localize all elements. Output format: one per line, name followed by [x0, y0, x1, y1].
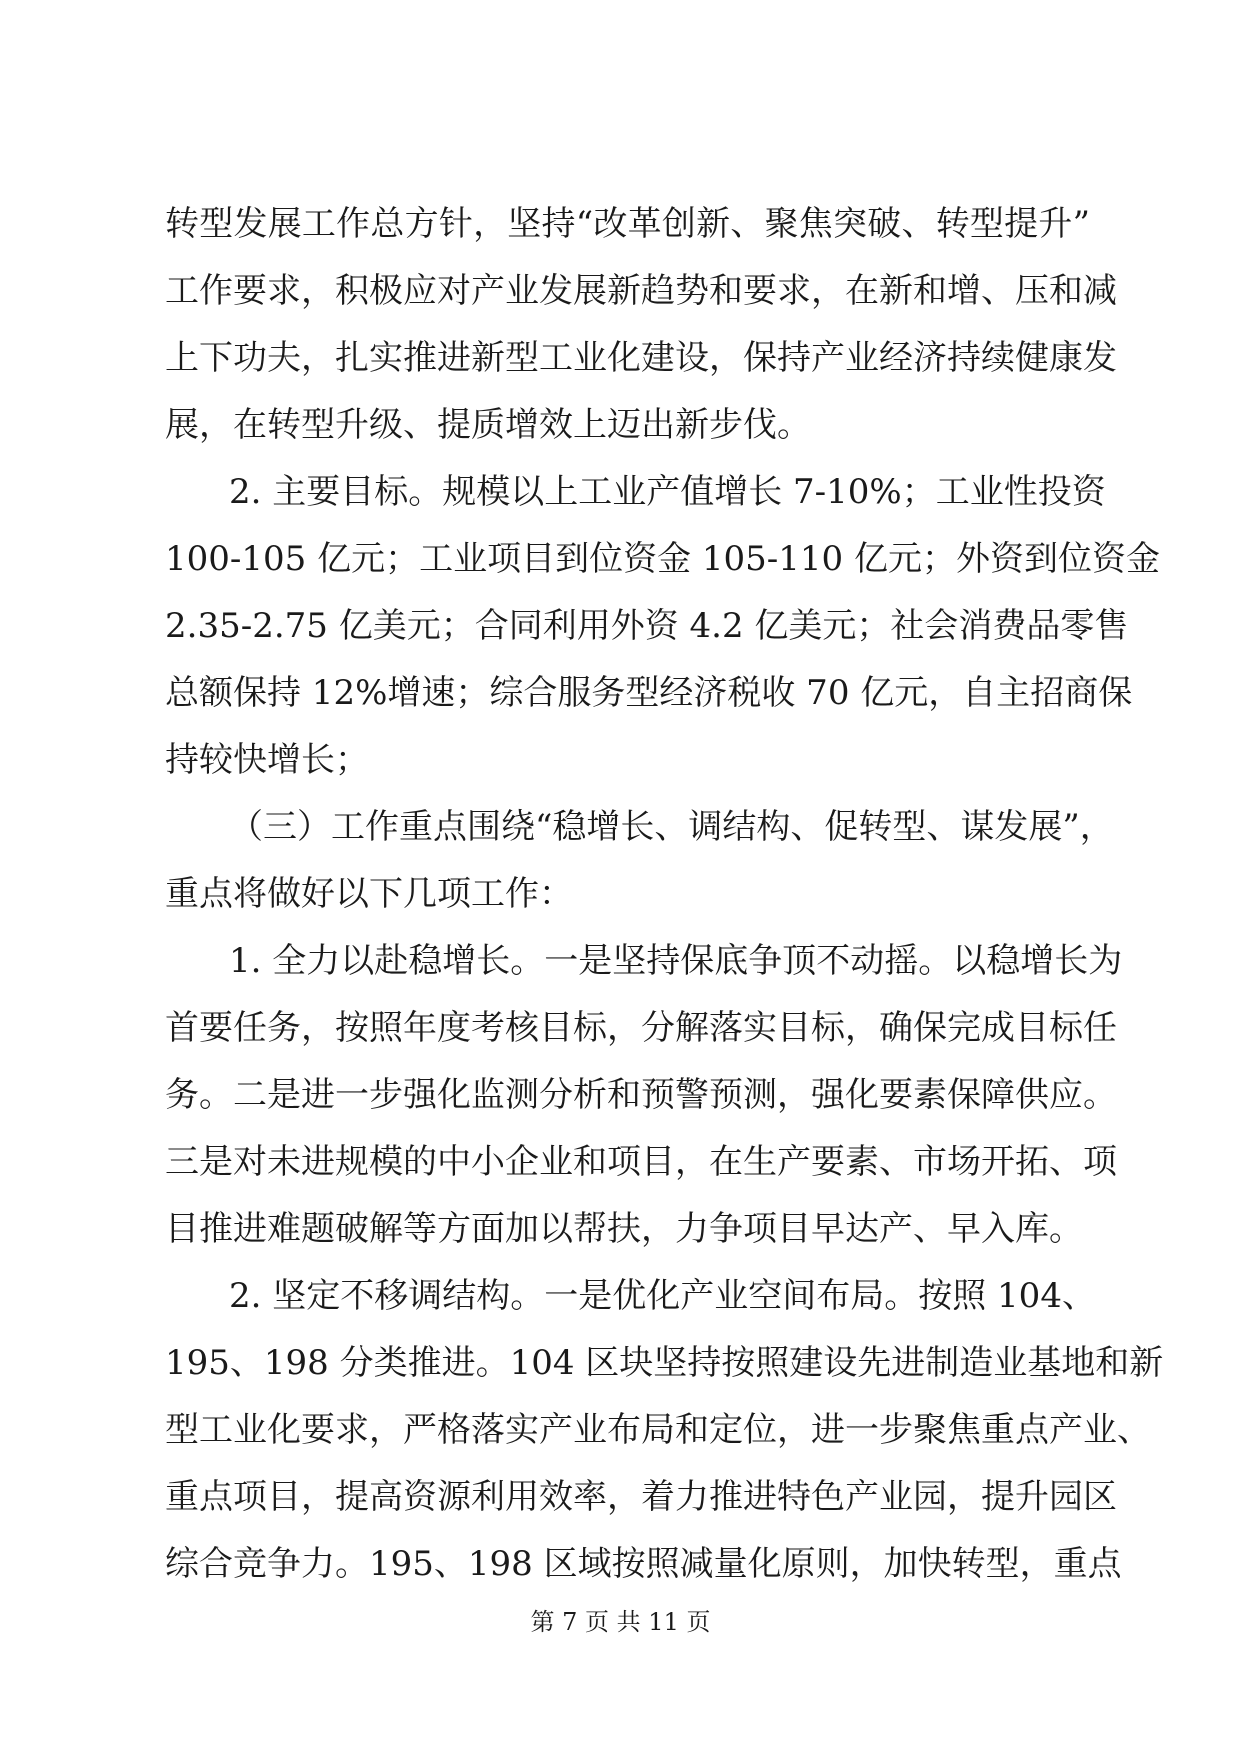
- text-line: 综合竞争力。195、198 区域按照减量化原则，加快转型，重点: [165, 1544, 1122, 1584]
- text-line: （三）工作重点围绕“稳增长、调结构、促转型、谋发展”，: [229, 807, 1114, 847]
- text-line: 三是对未进规模的中小企业和项目，在生产要素、市场开拓、项: [165, 1142, 1117, 1182]
- text-line: 2. 主要目标。规模以上工业产值增长 7-10%；工业性投资: [229, 472, 1106, 512]
- text-line: 首要任务，按照年度考核目标，分解落实目标，确保完成目标任: [165, 1008, 1117, 1048]
- body-text: [165, 191, 1164, 1598]
- text-line: 上下功夫，扎实推进新型工业化建设，保持产业经济持续健康发: [165, 338, 1117, 378]
- text-line: 工作要求，积极应对产业发展新趋势和要求，在新和增、压和减: [165, 271, 1117, 311]
- text-line: 目推进难题破解等方面加以帮扶，力争项目早达产、早入库。: [165, 1209, 1083, 1249]
- text-line: 2. 坚定不移调结构。一是优化产业空间布局。按照 104、: [229, 1276, 1096, 1316]
- text-line: 2.35-2.75 亿美元；合同利用外资 4.2 亿美元；社会消费品零售: [165, 606, 1129, 646]
- text-line: 展，在转型升级、提质增效上迈出新步伐。: [165, 405, 811, 445]
- text-line: 重点项目，提高资源利用效率，着力推进特色产业园，提升园区: [165, 1477, 1117, 1517]
- text-line: 总额保持 12%增速；综合服务型经济税收 70 亿元，自主招商保: [165, 673, 1133, 713]
- text-line: 100-105 亿元；工业项目到位资金 105-110 亿元；外资到位资金: [165, 539, 1160, 579]
- page-number-footer: 第 7 页 共 11 页: [530, 1608, 711, 1636]
- text-line: 务。二是进一步强化监测分析和预警预测，强化要素保障供应。: [165, 1075, 1117, 1115]
- text-line: 1. 全力以赴稳增长。一是坚持保底争顶不动摇。以稳增长为: [229, 941, 1123, 981]
- text-line: 转型发展工作总方针，坚持“改革创新、聚焦突破、转型提升”: [165, 204, 1090, 244]
- text-line: 重点将做好以下几项工作：: [165, 874, 573, 914]
- text-line: 195、198 分类推进。104 区块坚持按照建设先进制造业基地和新: [165, 1343, 1164, 1383]
- text-line: 型工业化要求，严格落实产业布局和定位，进一步聚焦重点产业、: [165, 1410, 1151, 1450]
- text-line: 持较快增长；: [165, 740, 369, 780]
